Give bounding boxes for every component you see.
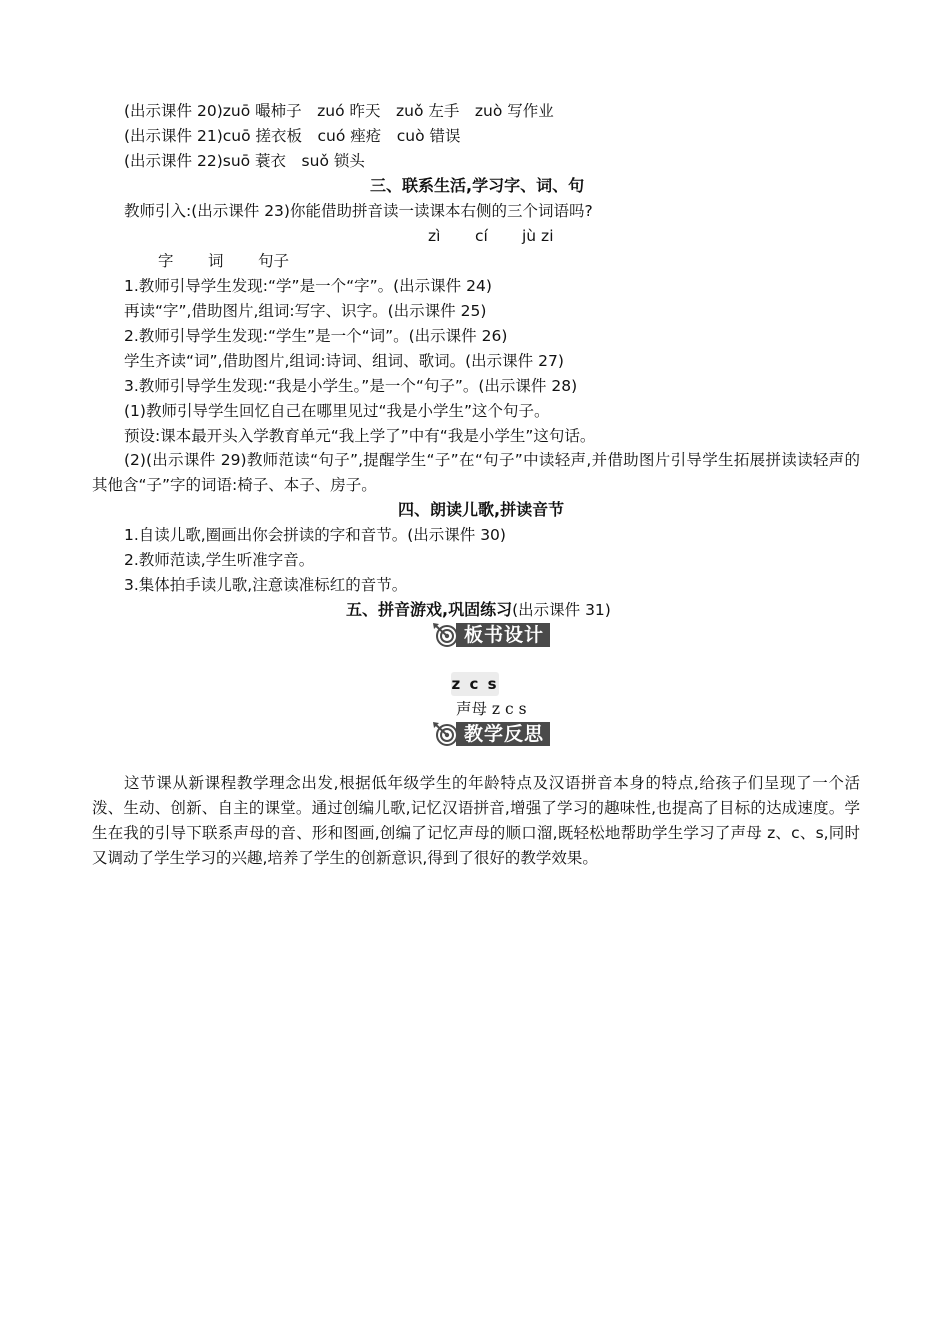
section-3-intro: 教师引入:(出示课件 23)你能借助拼音读一读课本右侧的三个词语吗? [124, 202, 593, 220]
reflection-paragraph: 这节课从新课程教学理念出发,根据低年级学生的年龄特点及汉语拼音本身的特点,给孩子们呈现了一个活泼、生动、创新、自主的课堂。通过创编儿歌,记忆汉语拼音,增强了学习的趣味性,也提高了目标的达成速度。学生在我的引导下联系声母的音、形和图画,创编了记忆声母的顺口溜,既轻松地帮助学生学习了声母 z、c、s,同时又调动了学生学习的兴趣,培养了学生的创新意识,得到了很好的教学效果。 [92, 774, 860, 867]
section-3-item-1: 1.教师引导学生发现:“学”是一个“字”。(出示课件 24) [124, 277, 492, 295]
section-3-title: 三、联系生活,学习字、词、句 [370, 176, 585, 195]
section-3-item-5: 3.教师引导学生发现:“我是小学生。”是一个“句子”。(出示课件 28) [124, 377, 578, 395]
zcs-box: z c s [451, 672, 499, 696]
section-3-item-2: 再读“字”,借助图片,组词:写字、识字。(出示课件 25) [124, 302, 487, 320]
board-design-label: 板书设计 [456, 623, 550, 647]
section-3-item-7: 预设:课本最开头入学教育单元“我上学了”中有“我是小学生”这句话。 [124, 427, 596, 445]
pinyin-juzi: jù zi [522, 227, 554, 245]
section-4-title: 四、朗读儿歌,拼读音节 [398, 500, 565, 519]
section-3-item-3: 2.教师引导学生发现:“学生”是一个“词”。(出示课件 26) [124, 327, 508, 345]
section-5-heading [346, 600, 611, 620]
reflection-badge [432, 721, 550, 747]
word-zi: 字 [158, 252, 174, 270]
target-icon [432, 622, 460, 648]
section-4-item-1: 1.自读儿歌,圈画出你会拼读的字和音节。(出示课件 30) [124, 526, 506, 544]
section-4-item-3: 3.集体拍手读儿歌,注意读准标红的音节。 [124, 576, 408, 594]
courseware-line-22: (出示课件 22)suō 蓑衣 suǒ 锁头 [124, 152, 365, 170]
section-5-suffix: (出示课件 31) [512, 601, 611, 619]
word-ci: 词 [208, 252, 224, 270]
reflection-label: 教学反思 [456, 722, 550, 746]
pinyin-ci: cí [475, 227, 488, 245]
section-5-title: 五、拼音游戏,巩固练习 [346, 600, 513, 619]
board-line: 声母 z c s [456, 700, 527, 718]
pinyin-zi: zì [428, 227, 441, 245]
section-3-item-6: (1)教师引导学生回忆自己在哪里见过“我是小学生”这个句子。 [124, 402, 550, 420]
section-3-paragraph-2: (2)(出示课件 29)教师范读“句子”,提醒学生“子”在“句子”中读轻声,并借助图片引导学生拓展拼读读轻声的其他含“子”字的词语:椅子、本子、房子。 [92, 451, 860, 494]
section-4-item-2: 2.教师范读,学生听准字音。 [124, 551, 315, 569]
board-design-badge [432, 622, 550, 648]
section-3-item-4: 学生齐读“词”,借助图片,组词:诗词、组词、歌词。(出示课件 27) [124, 352, 564, 370]
courseware-line-21: (出示课件 21)cuō 搓衣板 cuó 痤疮 cuò 错误 [124, 127, 461, 145]
target-icon [432, 721, 460, 747]
courseware-line-20: (出示课件 20)zuō 嘬柿子 zuó 昨天 zuǒ 左手 zuò 写作业 [124, 102, 554, 120]
word-juzi: 句子 [258, 252, 290, 270]
